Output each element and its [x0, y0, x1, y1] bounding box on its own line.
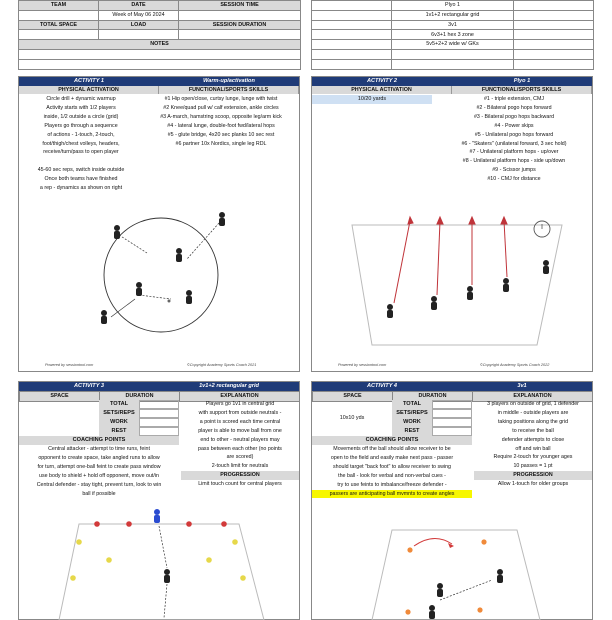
- duration-label: DURATION: [393, 392, 473, 402]
- text-line: #3 - Bilateral pogo hops backward: [473, 113, 555, 120]
- text-line: the ball - look for verbal and non-verbal cues -: [338, 472, 446, 479]
- plan-item: Plyo 1: [392, 1, 514, 11]
- text-line: #10 - CMJ for distance: [487, 176, 541, 183]
- sets-reps-label: SETS/REPS: [392, 409, 432, 418]
- activity-4-coaching: [312, 445, 472, 498]
- text-line: a rep - dynamics as shown on right: [39, 185, 123, 192]
- progression-label: PROGRESSION: [181, 471, 299, 480]
- team-label: TEAM: [19, 1, 99, 11]
- load-value[interactable]: [99, 30, 179, 40]
- text-line: for turn, attempt one-ball feint to create pass window: [37, 463, 161, 470]
- activity-1-left-head: PHYSICAL ACTIVATION: [19, 86, 159, 94]
- activity-3-rows: [99, 400, 179, 436]
- text-line: 3 players on outside of grid, 1 defender: [487, 401, 579, 407]
- text-line: #4 - lateral lunge, double-foot fwd/lateral hops: [167, 122, 275, 129]
- text-line: taking positions along the grid: [497, 418, 569, 425]
- text-line: #8 - Unilateral platform hops - side up/down: [462, 158, 566, 165]
- activity-1-title: ACTIVITY 1: [19, 77, 159, 86]
- text-line: in middle - outside players are: [497, 409, 569, 416]
- activity-2-footer-left: Powered by sessiontool.com: [338, 363, 387, 367]
- sets-reps-label: SETS/REPS: [99, 409, 139, 418]
- text-line: #4 - Power skips: [494, 122, 534, 129]
- text-line: #7 - Unilateral platform hops - up/over: [469, 149, 559, 156]
- activity-4-name: 3v1: [452, 382, 592, 391]
- plyo-diagram: [312, 195, 592, 363]
- text-line: Require 2-touch for younger ages: [493, 454, 573, 461]
- session-duration-value[interactable]: [179, 30, 301, 40]
- activity-1-name: Warm-up/activation: [159, 77, 299, 86]
- text-line: foot/thigh/chest volleys, headers,: [42, 140, 120, 147]
- text-line: Central defender - stay tight, prevent turn, look to win: [36, 481, 162, 488]
- activity-3-panel: [18, 381, 300, 620]
- coaching-points-label: COACHING POINTS: [312, 436, 472, 445]
- activity-1-panel: [18, 76, 300, 372]
- text-line: defender attempts to close: [501, 436, 565, 443]
- activity-3-name: 1v1+2 rectangular grid: [159, 382, 299, 391]
- text-line: #2 Knee/quad pull w/ calf extension, ankle circles: [163, 104, 279, 111]
- explanation-label: EXPLANATION: [473, 392, 593, 402]
- activity-1-skills-text: [143, 95, 299, 148]
- work-value[interactable]: [432, 418, 472, 427]
- activity-4-rows: [392, 400, 472, 436]
- total-value[interactable]: [432, 400, 472, 409]
- circle-drill-diagram: [19, 195, 299, 363]
- activity-2-left-head: PHYSICAL ACTIVATION: [312, 86, 452, 94]
- activity-2-right-head: FUNCTIONAL/SPORTS SKILLS: [452, 86, 592, 94]
- activity-4-space-value: 10x10 yds: [339, 415, 365, 421]
- date-value[interactable]: Week of May 06 2024: [99, 10, 179, 20]
- notes-area-2[interactable]: [19, 59, 301, 69]
- sets-reps-value[interactable]: [432, 409, 472, 418]
- text-line: with support from outside neutrals -: [198, 409, 282, 416]
- text-line: of actions - 1-touch, 2-touch,: [47, 131, 115, 138]
- activity-1-right-head: FUNCTIONAL/SPORTS SKILLS: [159, 86, 299, 94]
- text-line: 10 passes = 1 pt: [513, 463, 553, 470]
- activity-4-explanation: [474, 400, 592, 489]
- text-line-highlighted: passers are anticipating ball mvmnts to create angles: [312, 490, 472, 499]
- text-line: #5 - Unilateral pogo hops forward: [474, 131, 554, 138]
- rest-label: REST: [99, 427, 139, 436]
- rest-value[interactable]: [432, 427, 472, 436]
- text-line: try to use feints to imbalance/freeze defender -: [337, 481, 447, 488]
- notes-label: NOTES: [19, 40, 301, 50]
- text-line: receive/turn/pass to open player: [43, 149, 119, 156]
- activity-4-panel: [311, 381, 593, 620]
- activity-2-title: ACTIVITY 2: [312, 77, 452, 86]
- text-line: Circle drill + dynamic warmup: [46, 96, 116, 102]
- load-label: LOAD: [99, 20, 179, 30]
- text-line: open to the field and easily make next pass - passer: [330, 454, 454, 461]
- text-line: use body to shield + hold off opponent, move out/in: [39, 472, 159, 479]
- text-line: #1 Hip open/close, curtsy lunge, lunge with twist: [164, 96, 278, 102]
- text-line: #6 partner 10x Nordics, single leg RDL: [175, 140, 267, 147]
- text-line: Activity starts with 1/2 players: [46, 104, 116, 111]
- activity-2-name: Plyo 1: [452, 77, 592, 86]
- activity-1-footer-left: Powered by sessiontool.com: [45, 363, 94, 367]
- session-header-table: [18, 0, 301, 70]
- work-label: WORK: [99, 418, 139, 427]
- text-line: Players go 1v1 in central grid: [205, 401, 275, 407]
- team-value[interactable]: [19, 10, 99, 20]
- text-line: off and win ball: [515, 445, 551, 452]
- rest-value[interactable]: [139, 427, 179, 436]
- text-line: end to other - neutral players may: [200, 436, 280, 443]
- activity-3-explanation: [181, 400, 299, 489]
- rectangular-grid-diagram: [19, 500, 299, 620]
- work-label: WORK: [392, 418, 432, 427]
- work-value[interactable]: [139, 418, 179, 427]
- text-line: player is able to move ball from one: [198, 427, 282, 434]
- text-line: should target "back foot" to allow receiver to swing: [333, 463, 451, 470]
- text-line: are scored): [226, 454, 254, 461]
- activity-4-title: ACTIVITY 4: [312, 382, 452, 391]
- text-line: #1 - triple extension, CMJ: [483, 96, 545, 102]
- text-line: Once both teams have finished: [44, 176, 118, 183]
- text-line: Limit touch count for central players: [198, 481, 282, 488]
- session-time-label: SESSION TIME: [179, 1, 301, 11]
- text-line: ball if possible: [82, 490, 116, 497]
- text-line: to receive the ball: [512, 427, 554, 434]
- sets-reps-value[interactable]: [139, 409, 179, 418]
- activity-3-title: ACTIVITY 3: [19, 382, 159, 391]
- session-time-value[interactable]: [179, 10, 301, 20]
- three-v-one-diagram: [312, 500, 592, 620]
- activity-1-footer-right: ©Copyright Academy Sports Coach 2021: [187, 363, 257, 367]
- text-line: [21, 157, 141, 166]
- text-line: #3 A-march, hamstring scoop, opposite leg/arm kick: [160, 113, 282, 120]
- activity-2-footer-right: ©Copyright Academy Sports Coach 2022: [480, 363, 550, 367]
- explanation-label: EXPLANATION: [180, 392, 300, 402]
- text-line: inside, 1/2 outside a circle (grid): [43, 113, 119, 120]
- text-line: Central attacker - attempt to time runs, feint: [48, 446, 150, 452]
- total-label: TOTAL: [99, 400, 139, 409]
- plan-item: 6v3+1 hex 3 zone: [392, 30, 514, 40]
- space-label: SPACE: [20, 392, 100, 402]
- notes-area[interactable]: [19, 49, 301, 59]
- activity-1-physical-text: [21, 95, 141, 193]
- text-line: Movements off the ball should allow receiver to be: [333, 446, 451, 452]
- text-line: opponent to create space, take angled runs to allow: [38, 454, 160, 461]
- text-line: Allow 1-touch for older groups: [497, 481, 569, 488]
- activity-2-space: 10/20 yards: [312, 95, 432, 104]
- activity-2-panel: [311, 76, 593, 372]
- text-line: #2 - Bilateral pogo hops forward: [476, 104, 552, 111]
- total-space-label: TOTAL SPACE: [19, 20, 99, 30]
- activity-3-coaching: [19, 445, 179, 498]
- plan-item: 3v1: [392, 20, 514, 30]
- text-line: pass between each other (no points: [198, 445, 282, 452]
- plan-item: 1v1+2 rectangular grid: [392, 10, 514, 20]
- plan-item: 5v5+2+2 wide w/ GKs: [392, 40, 514, 50]
- text-line: Players go through a sequence: [44, 122, 118, 129]
- total-label: TOTAL: [392, 400, 432, 409]
- text-line: 45-60 sec reps, switch inside outside: [37, 167, 125, 174]
- text-line: #9 - Scissor jumps: [492, 167, 536, 174]
- session-duration-label: SESSION DURATION: [179, 20, 301, 30]
- rest-label: REST: [392, 427, 432, 436]
- text-line: 2-touch limit for neutrals: [211, 463, 269, 470]
- date-label: DATE: [99, 1, 179, 11]
- text-line: #5 - glute bridge, 4x20 sec planks 10 sec rest: [167, 131, 275, 138]
- coaching-points-label: COACHING POINTS: [19, 436, 179, 445]
- duration-label: DURATION: [100, 392, 180, 402]
- total-value[interactable]: [139, 400, 179, 409]
- total-space-value[interactable]: [19, 30, 99, 40]
- text-line: #6 - "Skaters" (unilateral forward, 3 sec hold): [461, 140, 567, 147]
- session-plan-list: [311, 0, 594, 70]
- text-line: a point is scored each time central: [199, 418, 281, 425]
- activity-2-skills-text: [436, 95, 592, 184]
- progression-label: PROGRESSION: [474, 471, 592, 480]
- space-label: SPACE: [313, 392, 393, 402]
